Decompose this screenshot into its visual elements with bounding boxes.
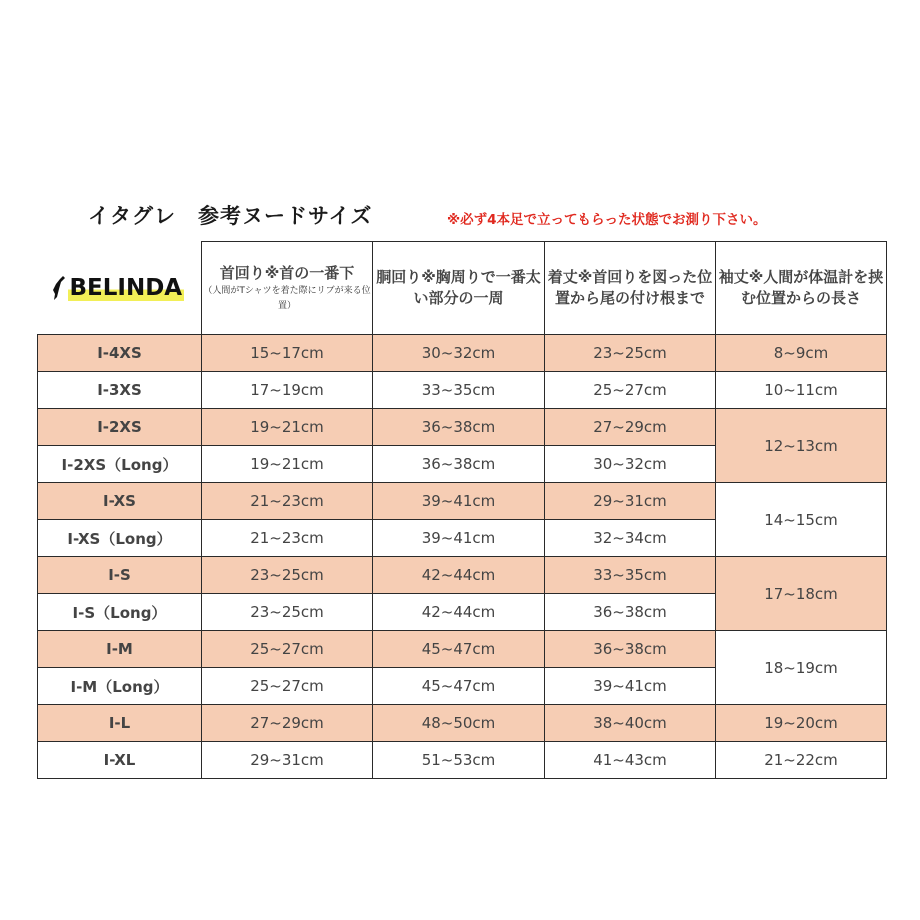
chest-cell: 42~44cm — [373, 557, 545, 594]
neck-cell: 19~21cm — [202, 409, 373, 446]
size-label: I-M — [38, 631, 202, 668]
sleeve-cell: 8~9cm — [716, 335, 887, 372]
table-row — [38, 335, 887, 372]
neck-cell: 21~23cm — [202, 483, 373, 520]
sleeve-cell: 18~19cm — [716, 631, 887, 705]
page-title: イタグレ 参考ヌードサイズ — [88, 204, 373, 228]
header-neck-sub: （人間がTシャツを着た際にリブが来る位置） — [203, 285, 371, 311]
dog-icon — [50, 275, 66, 301]
chest-cell: 51~53cm — [373, 742, 545, 779]
sleeve-cell: 19~20cm — [716, 705, 887, 742]
table-row — [38, 557, 887, 594]
length-cell: 27~29cm — [545, 409, 716, 446]
neck-cell: 15~17cm — [202, 335, 373, 372]
size-label: I-S — [38, 557, 202, 594]
header-sleeve — [716, 242, 887, 335]
sleeve-cell: 21~22cm — [716, 742, 887, 779]
chest-cell: 33~35cm — [373, 372, 545, 409]
table-row — [38, 409, 887, 446]
neck-cell: 25~27cm — [202, 668, 373, 705]
size-label: I-XL — [38, 742, 202, 779]
brand-logo — [38, 242, 202, 335]
chest-cell: 30~32cm — [373, 335, 545, 372]
neck-cell: 27~29cm — [202, 705, 373, 742]
size-label: I-XS — [38, 483, 202, 520]
size-label: I-2XS（Long） — [38, 446, 202, 483]
size-label: I-S（Long） — [38, 594, 202, 631]
chest-cell: 36~38cm — [373, 446, 545, 483]
header-length — [545, 242, 716, 335]
size-label: I-3XS — [38, 372, 202, 409]
length-cell: 39~41cm — [545, 668, 716, 705]
header-neck-main: 首回り※首の一番下 — [219, 263, 355, 282]
length-cell: 32~34cm — [545, 520, 716, 557]
neck-cell: 25~27cm — [202, 631, 373, 668]
size-label: I-L — [38, 705, 202, 742]
length-cell: 41~43cm — [545, 742, 716, 779]
brand-name: BELINDA — [69, 274, 183, 301]
sleeve-cell: 17~18cm — [716, 557, 887, 631]
header-neck — [202, 242, 373, 335]
neck-cell: 21~23cm — [202, 520, 373, 557]
sleeve-cell: 12~13cm — [716, 409, 887, 483]
header-row — [38, 242, 887, 335]
size-table — [37, 241, 887, 779]
chest-cell: 45~47cm — [373, 668, 545, 705]
size-label: I-M（Long） — [38, 668, 202, 705]
measurement-note: ※必ず4本足で立ってもらった状態でお測り下さい。 — [447, 212, 767, 228]
table-row — [38, 372, 887, 409]
length-cell: 30~32cm — [545, 446, 716, 483]
header-sleeve-main: 袖丈※人間が体温計を挟む位置からの長さ — [718, 268, 884, 307]
table-row — [38, 483, 887, 520]
table-row — [38, 705, 887, 742]
neck-cell: 29~31cm — [202, 742, 373, 779]
length-cell: 33~35cm — [545, 557, 716, 594]
header-length-main: 着丈※首回りを図った位置から尾の付け根まで — [547, 268, 713, 307]
length-cell: 36~38cm — [545, 631, 716, 668]
neck-cell: 19~21cm — [202, 446, 373, 483]
chest-cell: 36~38cm — [373, 409, 545, 446]
chest-cell: 39~41cm — [373, 483, 545, 520]
sleeve-cell: 10~11cm — [716, 372, 887, 409]
length-cell: 36~38cm — [545, 594, 716, 631]
chest-cell: 48~50cm — [373, 705, 545, 742]
chest-cell: 45~47cm — [373, 631, 545, 668]
length-cell: 38~40cm — [545, 705, 716, 742]
header-chest-main: 胴回り※胸周りで一番太い部分の一周 — [376, 268, 541, 307]
neck-cell: 17~19cm — [202, 372, 373, 409]
length-cell: 25~27cm — [545, 372, 716, 409]
sleeve-cell: 14~15cm — [716, 483, 887, 557]
size-label: I-4XS — [38, 335, 202, 372]
chest-cell: 39~41cm — [373, 520, 545, 557]
chest-cell: 42~44cm — [373, 594, 545, 631]
table-row — [38, 742, 887, 779]
neck-cell: 23~25cm — [202, 557, 373, 594]
size-label: I-XS（Long） — [38, 520, 202, 557]
header-chest — [373, 242, 545, 335]
size-label: I-2XS — [38, 409, 202, 446]
length-cell: 23~25cm — [545, 335, 716, 372]
length-cell: 29~31cm — [545, 483, 716, 520]
neck-cell: 23~25cm — [202, 594, 373, 631]
table-row — [38, 631, 887, 668]
